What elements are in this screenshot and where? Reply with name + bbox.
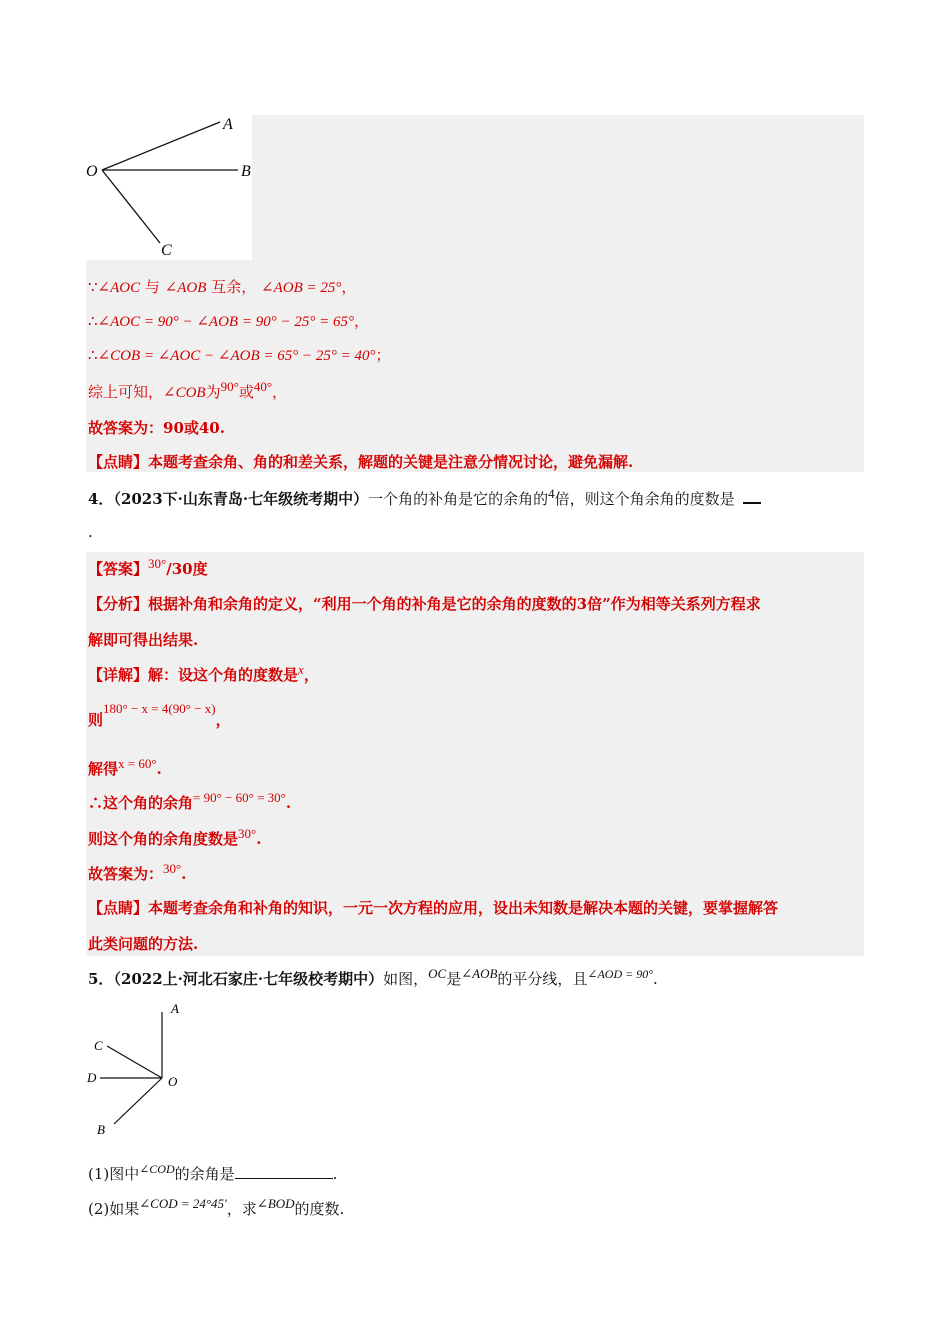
punct: ，	[353, 312, 369, 330]
step-2	[88, 756, 162, 780]
step-4-prefix: 则这个角的余角度数是	[88, 830, 239, 848]
question-text-1: 如图，	[383, 970, 429, 988]
answer-4-line	[88, 556, 208, 580]
ray-oc	[102, 170, 160, 243]
label-d: D	[87, 1070, 97, 1085]
question-text-1: 一个角的补角是它的余角的	[368, 490, 549, 508]
answer-value: 30°	[148, 556, 167, 571]
step-1	[88, 701, 231, 731]
equation-aoc: AOC = 90° − ∠AOB = 90° − 25° = 65°	[110, 314, 354, 330]
ray-ob	[114, 1078, 162, 1124]
comment-tag: 【点睛】	[88, 899, 149, 917]
label-o: O	[168, 1074, 178, 1089]
question-source: （2022上·河北石家庄·七年级校考期中）	[113, 970, 384, 988]
angle-bod: ∠BOD	[256, 1196, 295, 1211]
question-text-3: 的平分线，且	[497, 970, 588, 988]
analysis-line-1	[88, 594, 761, 614]
variable-x: x	[298, 662, 304, 677]
punct: .	[285, 794, 292, 812]
step-5-prefix: 故答案为：	[88, 865, 164, 883]
punct: ；	[375, 346, 391, 364]
ray-oc	[107, 1046, 162, 1078]
therefore-symbol: ∴∠	[88, 314, 111, 330]
punct: .	[156, 760, 162, 778]
label-a: A	[223, 116, 233, 133]
comment-text-1: 本题考查余角和补角的知识，一元一次方程的应用，设出未知数是解决本题的关键，要掌握解答	[148, 899, 779, 917]
angle-aob-name: ∠AOB	[461, 966, 498, 981]
answer-tag: 【答案】	[88, 560, 149, 578]
angle-cod-value: ∠COD = 24°45′	[139, 1196, 227, 1211]
solution-comment	[88, 452, 633, 472]
sub-2-suffix: 的度数.	[294, 1200, 345, 1218]
equation-cob: ∠COB = ∠AOC − ∠AOB = 65° − 25° = 40°	[97, 348, 376, 364]
text-complementary: 互余，	[211, 278, 257, 296]
solution-line-2	[88, 311, 369, 332]
comment-4-line-2: 此类问题的方法.	[88, 935, 199, 953]
question-number: 5．	[88, 970, 114, 988]
solution-highlight-top	[252, 115, 864, 260]
angle-aod-value: ∠AOD = 90°	[587, 967, 654, 981]
sub-1-end: .	[332, 1165, 338, 1183]
detail-line	[88, 662, 319, 686]
punct: .	[181, 865, 187, 883]
answer-blank[interactable]	[743, 488, 761, 504]
ray-oc-name: OC	[428, 966, 447, 981]
text-or: 或	[238, 383, 254, 401]
text-with: 与	[144, 278, 160, 296]
solution-line-1	[88, 277, 356, 298]
final-answer: 30°	[163, 861, 182, 876]
sub-2-mid: ，求	[226, 1200, 257, 1218]
label-c: C	[161, 242, 172, 259]
analysis-tag: 【分析】	[88, 595, 149, 613]
text-is: 为	[205, 383, 221, 401]
step-2-prefix: 解得	[88, 760, 119, 778]
therefore-symbol: ∴	[88, 348, 98, 364]
complement-calc: = 90° − 60° = 30°	[193, 790, 286, 805]
step-1-prefix: 则	[88, 711, 104, 729]
solution-line-4	[88, 379, 288, 403]
complement-value: 30°	[238, 826, 257, 841]
angle-cob: ∠COB	[163, 385, 206, 401]
because-symbol: ∵∠	[88, 280, 111, 296]
punct: ，	[215, 711, 231, 729]
angle-cod: ∠COD	[139, 1162, 175, 1176]
detail-tag: 【详解】	[88, 666, 149, 684]
question-4-period: .	[88, 523, 93, 541]
angle-aoc: AOC	[110, 280, 141, 296]
label-o: O	[86, 163, 98, 180]
analysis-line-2: 解即可得出结果.	[88, 631, 199, 649]
analysis-text-1: 根据补角和余角的定义，“利用一个角的补角是它的余角的度数的3倍”作为相等关系列方程求	[148, 595, 761, 613]
punct: ，	[341, 278, 357, 296]
sub-2-prefix: (2)如果	[88, 1200, 140, 1218]
question-text-2: 是	[446, 970, 462, 988]
text-summary: 综上可知，	[88, 383, 164, 401]
comment-tag: 【点睛】	[88, 453, 149, 471]
step-3-prefix: ∴这个角的余角	[88, 794, 194, 812]
sub-question-1	[88, 1164, 337, 1185]
angle-aob: ∠AOB	[164, 280, 207, 296]
step-5	[88, 861, 187, 885]
punct: .	[256, 830, 262, 848]
question-source: （2023下·山东青岛·七年级统考期中）	[113, 490, 369, 508]
label-b: B	[97, 1122, 105, 1137]
solution-x: x = 60°	[118, 756, 157, 771]
sub-1-prefix: (1)图中	[88, 1165, 140, 1183]
answer-alt: /30度	[166, 560, 208, 578]
question-text-2: 倍，则这个角余角的度数是	[554, 490, 735, 508]
question-5	[88, 966, 658, 990]
label-c: C	[94, 1038, 103, 1053]
question-text-4: .	[653, 970, 658, 988]
label-b: B	[241, 163, 251, 180]
step-3	[88, 790, 292, 814]
comment-4-line-1	[88, 898, 778, 918]
angle-figure-aob-boc	[80, 110, 260, 260]
question-number: 4．	[88, 490, 114, 508]
sub-question-2	[88, 1196, 345, 1220]
comment-text: 本题考查余角、角的和差关系，解题的关键是注意分情况讨论，避免漏解.	[148, 453, 634, 471]
punct: ，	[303, 666, 319, 684]
label-a: A	[171, 1001, 179, 1016]
punct: ，	[272, 383, 288, 401]
sub-1-blank[interactable]	[235, 1164, 333, 1179]
sub-1-suffix: 的余角是	[174, 1165, 235, 1183]
value-90: 90°	[220, 379, 239, 394]
detail-text: 解：设这个角的度数是	[148, 666, 299, 684]
question-multiplier: 4	[548, 486, 555, 501]
ray-oa	[102, 122, 220, 170]
step-4	[88, 826, 262, 850]
solution-answer: 故答案为：90或40.	[88, 419, 225, 437]
question-4	[88, 488, 761, 510]
value-40: 40°	[253, 379, 273, 394]
solution-line-3	[88, 345, 391, 366]
angle-aob-value: ∠AOB = 25°	[261, 280, 342, 296]
angle-figure-bisector	[82, 998, 192, 1138]
equation-setup: 180° − x = 4(90° − x)	[103, 701, 216, 716]
